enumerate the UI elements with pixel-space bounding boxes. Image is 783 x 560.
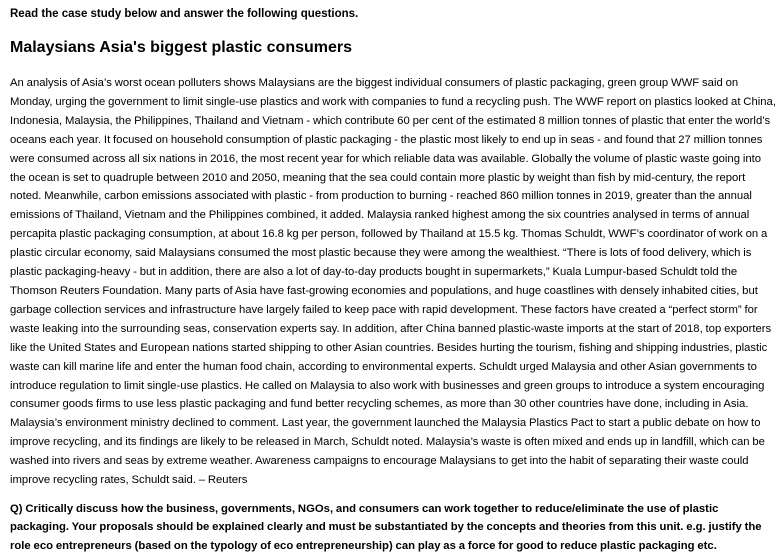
article-body: An analysis of Asia’s worst ocean polluters shows Malaysians are the biggest individual consumers of plastic packaging, green group WWF said on Monday, urging the government to limit single-use plastics and work with companies to fund a recycling push. The WWF report on plastics looked at China, Indonesia, Malaysia, the Philippines, Thailand and Vietnam - which contribute 60 per cent of the estimated 8 million tonnes of plastic that enter the world’s oceans each year. It focused on household consumption of plastic packaging - the plastic most likely to end up in seas - and found that 27 million tonnes were consumed across all six nations in 2016, the most recent year for which reliable data was available. Globally the volume of plastic waste going into the ocean is set to quadruple between 2010 and 2050, meaning that the sea could contain more plastic by weight than fish by mid-century, the report noted. Meanwhile, carbon emissions associated with plastic - from production to burning - reached 860 million tonnes in 2019, greater than the annual emissions of Thailand, Vietnam and the Philippines combined, it added. Malaysia ranked highest among the six countries analysed in terms of annual percapita plastic packaging consumption, at about 16.8 kg per person, followed by Thailand at 15.5 kg. Thomas Schuldt, WWF’s coordinator of work on a plastic circular economy, said Malaysians consumed the most plastic because they were among the wealthiest. “There is lots of food delivery, which is plastic packaging-heavy - but in addition, there are also a lot of day-to-day products bought in supermarkets,” Kuala Lumpur-based Schuldt told the Thomson Reuters Foundation. Many parts of Asia have fast-growing economies and populations, and huge coastlines with densely inhabited cities, but garbage collection services and infrastructure have largely failed to keep pace with rapid development. These factors have created a “perfect storm” for waste leaking into the surrounding seas, conservation experts say. In addition, after China banned plastic-waste imports at the start of 2018, top exporters like the United States and European nations started shipping to other Asian countries. Besides hurting the tourism, fishing and shipping industries, plastic waste can kill marine life and enter the human food chain, according to environmental experts. Schuldt urged Malaysia and other Asian governments to introduce regulation to limit single-use plastics. He called on Malaysia to also work with businesses and green groups to introduce a system encouraging consumer goods firms to use less plastic packaging and fund better recycling schemes, as more than 30 other countries have done, including in Asia. Malaysia’s environment ministry declined to comment. Last year, the government launched the Malaysia Plastics Pact to start a public debate on how to improve recycling, and its findings are likely to be released in March, Schuldt noted. Malaysia’s waste is often mixed and ends up in landfill, which can be washed into rivers and seas by extreme weather. Awareness campaigns to encourage Malaysians to get into the habit of separating their waste could improve recycling rates, Schuldt said. – Reuters (10, 77, 776, 487)
question-text: Q) Critically discuss how the business, governments, NGOs, and consumers can work together to reduce/eliminate the use of plastic packaging. Your proposals should be explained clearly and must be substantiated by the concepts and theories from this unit. e.g. justify the role eco entrepreneurs (based on the typology of eco entrepreneurship) can play as a force for good to reduce plastic packaging etc. (10, 502, 762, 552)
instruction-text: Read the case study below and answer the following questions. (10, 8, 359, 20)
article-title: Malaysians Asia's biggest plastic consumers (10, 39, 353, 56)
